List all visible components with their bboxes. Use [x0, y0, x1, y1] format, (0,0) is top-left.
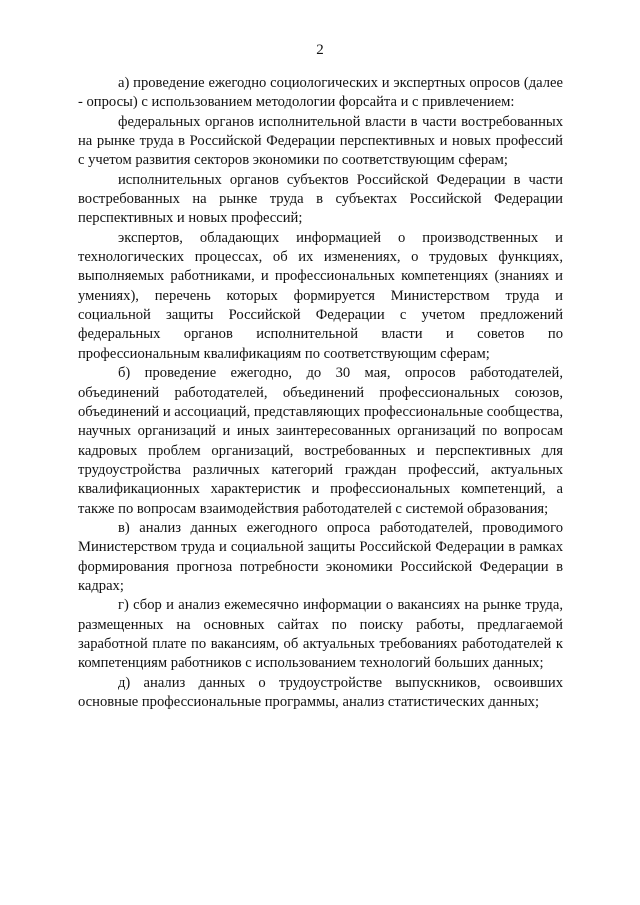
paragraph-experts: экспертов, обладающих информацией о производственных и технологических процессах, об их изменениях, о трудовых функциях, выполняемых работниками, и профессиональных компетенциях (знаниях и умениях), перечень которых формируется Министерством труда и социальной защиты Российской Федерации с учетом предложений федеральных органов исполнительной власти и советов по профессиональным квалификациям по соответствующим сферам;	[78, 229, 563, 362]
paragraph-a-intro: а) проведение ежегодно социологических и экспертных опросов (далее - опросы) с использованием методологии форсайта и с привлечением:	[78, 75, 563, 111]
paragraph-federal-bodies: федеральных органов исполнительной власти в части востребованных на рынке труда в Российской Федерации перспективных и новых профессий с учетом развития секторов экономики по соответствующим сферам;	[78, 113, 563, 169]
document-body	[78, 74, 563, 712]
paragraph-v: в) анализ данных ежегодного опроса работодателей, проводимого Министерством труда и социальной защиты Российской Федерации в рамках формирования прогноза потребности экономики Российской Федерации в кадрах;	[78, 519, 563, 594]
page-number: 2	[316, 42, 324, 58]
paragraph-b: б) проведение ежегодно, до 30 мая, опросов работодателей, объединений работодателей, объединений профессиональных союзов, объединений и ассоциаций, представляющих профессиональные сообщества, научных организаций и иных заинтересованных организаций по вопросам кадровых проблем организаций, востребованных и перспективных для трудоустройства различных категорий граждан профессий, актуальных квалификационных характеристик и профессиональных компетенций, а также по вопросам взаимодействия работодателей с системой образования;	[78, 365, 563, 517]
paragraph-d: д) анализ данных о трудоустройстве выпускников, освоивших основные профессиональные программы, анализ статистических данных;	[78, 674, 563, 710]
paragraph-g: г) сбор и анализ ежемесячно информации о вакансиях на рынке труда, размещенных на основных сайтах по поиску работы, предлагаемой заработной плате по вакансиям, об актуальных требованиях работодателей к компетенциям работников с использованием технологий больших данных;	[78, 597, 563, 672]
paragraph-regional-bodies: исполнительных органов субъектов Российской Федерации в части востребованных на рынке труда в субъектах Российской Федерации перспективных и новых профессий;	[78, 171, 563, 227]
